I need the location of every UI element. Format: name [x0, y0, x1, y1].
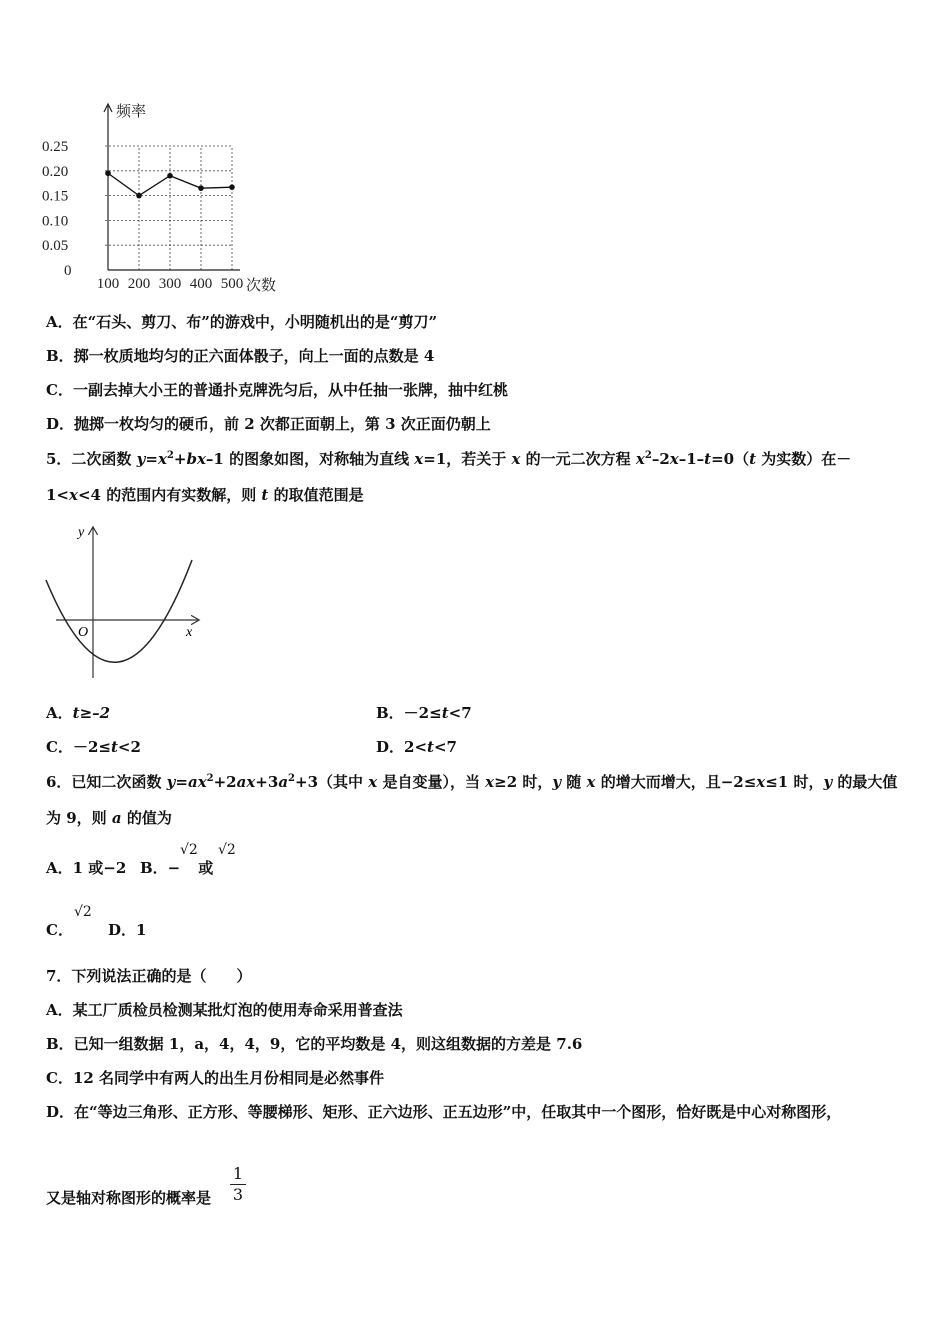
- math-var: y: [823, 773, 833, 791]
- text: <7: [448, 704, 472, 722]
- text: 6．已知二次函数: [46, 773, 167, 791]
- math-var: a: [278, 773, 289, 791]
- q4-option-c: C．一副去掉大小王的普通扑克牌洗匀后，从中任抽一张牌，抽中红桃: [46, 381, 508, 399]
- data-point: [167, 173, 173, 179]
- text: ≤1 时，: [765, 773, 824, 791]
- q6-option-d: D．1: [108, 921, 147, 939]
- math-var: x: [157, 450, 167, 468]
- q7-option-c: C．12 名同学中有两人的出生月份相同是必然事件: [46, 1069, 385, 1087]
- math-var: x: [756, 773, 766, 791]
- q4-option-d: D．抛掷一枚均匀的硬币，前 2 次都正面朝上，第 3 次正面仍朝上: [46, 415, 491, 433]
- math-expr: y: [136, 450, 146, 468]
- q6-option-c: C．: [46, 921, 73, 939]
- q5-option-b: [376, 703, 472, 723]
- math-var: x: [669, 450, 679, 468]
- x-axis-label: x: [186, 625, 193, 640]
- q7-option-b: B．已知一组数据 1，a，4，4，9，它的平均数是 4，则这组数据的方差是 7.6: [46, 1035, 583, 1053]
- math-var: x: [368, 773, 378, 791]
- q6-option-a: A．1 或−2: [46, 859, 127, 877]
- math-var: a: [111, 809, 122, 827]
- text: ≥2 时，: [494, 773, 553, 791]
- y-tick-label: 0.20: [42, 163, 69, 180]
- parabola-graph-svg: [40, 518, 210, 686]
- x-axis-label: 次数: [246, 278, 277, 294]
- q5-option-d: [376, 737, 457, 757]
- text: A．: [46, 704, 73, 722]
- data-point: [105, 170, 111, 176]
- x-tick-label: 300: [158, 276, 182, 292]
- q6-option-b: [140, 858, 213, 878]
- text: 的图象如图，对称轴为直线: [223, 450, 415, 468]
- q6-stem-line2: [46, 808, 172, 828]
- text: 5．二次函数: [46, 450, 137, 468]
- text: <4 的范围内有实数解，则: [77, 486, 262, 504]
- y-axis-label: 频率: [116, 104, 147, 120]
- text: C．－2≤: [46, 738, 111, 756]
- math-var: t: [441, 704, 449, 722]
- text: （: [734, 450, 750, 468]
- math-expr: t≥–2: [72, 704, 111, 722]
- text: （其中: [318, 773, 369, 791]
- math-var: x: [485, 773, 495, 791]
- math-var: ax: [236, 773, 256, 791]
- math-var: x: [635, 450, 645, 468]
- math-var: x: [414, 450, 424, 468]
- sqrt-two: √2: [74, 904, 92, 920]
- math-var: y: [552, 773, 562, 791]
- q5-option-a: [46, 703, 110, 723]
- text: 为实数）在－: [756, 450, 852, 468]
- text: 的取值范围是: [268, 486, 364, 504]
- data-point: [198, 185, 204, 191]
- math-var: t: [704, 450, 712, 468]
- q6-stem-line1: 6．已知二次函数 $y=ax^2+2ax+3a^2+3$（其中 x 是自变量），当 x≥2 时，y 随 x 的增大而增大，且−2≤x≤1 时，y 的最大值: [46, 773, 898, 791]
- q7-option-d: D．在“等边三角形、正方形、等腰梯形、矩形、正六边形、正五边形”中，任取其中一个图形，恰好既是中心对称图形，: [46, 1103, 842, 1121]
- math-var: x: [511, 450, 521, 468]
- text: <2: [117, 738, 141, 756]
- origin-label: 0: [64, 263, 72, 279]
- frequency-chart-svg: [40, 98, 310, 298]
- math-var: bx: [186, 450, 206, 468]
- q5-stem-line1: 5．二次函数 $y=x^2+bx-1$ 的图象如图，对称轴为直线 x=1，若关于 x 的一元二次方程 $x^2-2x-1-t=0(t$ 为实数）在－: [46, 450, 852, 468]
- text: 为 9，则: [46, 809, 112, 827]
- y-tick-label: 0.25: [42, 139, 69, 155]
- origin-label: O: [78, 625, 89, 640]
- math-var: t: [261, 486, 269, 504]
- text: 的一元二次方程: [520, 450, 636, 468]
- math-var: x: [69, 486, 78, 504]
- sqrt-two: √2: [180, 842, 198, 858]
- parabola-curve: [46, 560, 192, 662]
- parabola-graph: [40, 518, 210, 690]
- x-tick-label: 500: [220, 276, 244, 292]
- math-var: x: [586, 773, 596, 791]
- text: <7: [433, 738, 457, 756]
- y-axis-label: y: [78, 525, 85, 540]
- x-tick-label: 400: [189, 276, 213, 292]
- y-tick-label: 0.15: [42, 188, 69, 205]
- text: =1，若关于: [423, 450, 512, 468]
- sqrt-two: √2: [218, 842, 236, 858]
- fraction: [230, 1164, 246, 1204]
- text: 的增大而增大，且−2≤: [595, 773, 757, 791]
- math-var: t: [427, 738, 434, 756]
- q4-option-a: A．在“石头、剪刀、布”的游戏中，小明随机出的是“剪刀”: [46, 313, 438, 331]
- q7-option-d-cont: 又是轴对称图形的概率是: [46, 1189, 212, 1207]
- text: 是自变量），当: [377, 773, 486, 791]
- text: 随: [561, 773, 587, 791]
- text: D．2<: [376, 738, 428, 756]
- fraction-numerator: 1: [232, 1164, 244, 1183]
- q7-option-a: A．某工厂质检员检测某批灯泡的使用寿命采用普查法: [46, 1001, 403, 1019]
- math-var: ax: [187, 773, 207, 791]
- text: 的值为: [121, 809, 172, 827]
- math-expr: y: [166, 773, 176, 791]
- text: 的最大值: [832, 773, 898, 791]
- data-point: [136, 193, 142, 199]
- q5-stem-line2: [46, 485, 364, 505]
- text: B．－2≤: [376, 704, 442, 722]
- q5-option-c: [46, 737, 141, 757]
- text: 或: [198, 859, 214, 877]
- math-var: t: [110, 738, 118, 756]
- text: B．−: [140, 859, 181, 877]
- y-tick-label: 0.10: [42, 213, 69, 230]
- y-tick-label: 0.05: [42, 238, 69, 255]
- math-var: t: [749, 450, 757, 468]
- data-point: [229, 184, 235, 190]
- frequency-chart: [40, 98, 310, 302]
- fraction-denominator: 3: [230, 1184, 246, 1204]
- x-tick-label: 100: [96, 276, 120, 292]
- text: 1<: [46, 486, 70, 504]
- x-tick-label: 200: [127, 276, 151, 292]
- q4-option-b: B．掷一枚质地均匀的正六面体骰子，向上一面的点数是 4: [46, 347, 435, 365]
- q7-stem: 7．下列说法正确的是（ ）: [46, 967, 252, 985]
